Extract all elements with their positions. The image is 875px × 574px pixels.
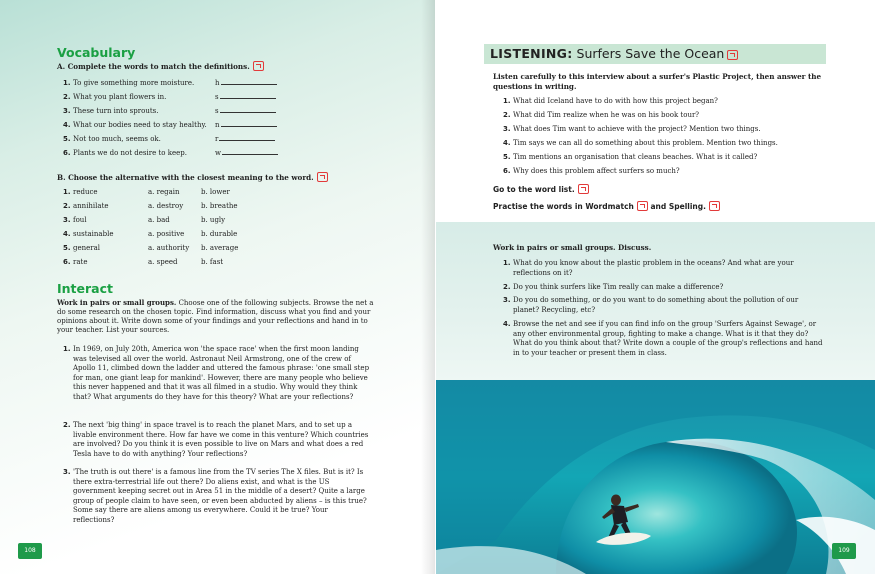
listening-title: Surfers Save the Ocean — [576, 46, 725, 61]
answer-field[interactable]: r — [215, 135, 275, 143]
task-b-text: B. Choose the alternative with the closest meaning to the word. — [57, 173, 314, 182]
alternative-item: 4. sustainable a. positive b. durable — [63, 230, 238, 238]
wordmatch-icon[interactable] — [637, 201, 648, 211]
answer-field[interactable]: w — [215, 149, 278, 157]
question-item: 2. What did Tim realize when he was on his book tour? — [503, 111, 700, 119]
definition-item: 3. These turn into sprouts. — [63, 107, 159, 115]
vocabulary-heading: Vocabulary — [57, 45, 136, 60]
interact-lead: Work in pairs or small groups. — [57, 298, 177, 307]
right-page — [436, 0, 875, 574]
alternative-item: 6. rate a. speed b. fast — [63, 258, 224, 266]
answer-field[interactable]: n — [215, 121, 277, 129]
answer-field[interactable]: s — [215, 93, 276, 101]
definition-item: 6. Plants we do not desire to keep. — [63, 149, 187, 157]
task-a-title — [57, 61, 264, 71]
interact-item: 2. The next 'big thing' in space travel is to reach the planet Mars, and to set up a livable environment there. How far have we come in this venture? Which countries are involved? Do you think it is even possible to live on Mars and what does a red Tesla have to do with anything? Your reflections? — [63, 421, 369, 458]
discuss-item: 1. What do you know about the plastic problem in the oceans? And what are your reflections on it? — [503, 259, 794, 277]
listening-header — [484, 44, 826, 64]
question-item: 5. Tim mentions an organisation that cleans beaches. What is it called? — [503, 153, 758, 161]
interact-intro — [57, 298, 377, 335]
listening-label: LISTENING: — [490, 46, 573, 61]
task-b-title — [57, 172, 328, 182]
definition-item: 2. What you plant flowers in. — [63, 93, 167, 101]
audio-link-icon[interactable] — [727, 50, 738, 60]
question-item: 6. Why does this problem affect surfers so much? — [503, 167, 680, 175]
spelling-link[interactable]: and Spelling. — [650, 202, 706, 211]
discuss-item: 3. Do you do something, or do you want to do something about the pollution of our planet? Recycling, etc? — [503, 296, 799, 314]
definition-item: 4. What our bodies need to stay healthy. — [63, 121, 207, 129]
word-list-line — [493, 184, 589, 194]
task-a-text: A. Complete the words to match the definitions. — [57, 62, 250, 71]
alternative-item: 3. foul a. bad b. ugly — [63, 216, 226, 224]
interact-item: 3. 'The truth is out there' is a famous line from the TV series The X files. But is it? Is there extra-terrestrial life out there? Do aliens exist, and what is the US government keeping secret out in Area 51 in the middle of a desert? Quite a large group of people claim to have seen, or even been abducted by aliens – is this true? Some say there are aliens among us everywhere. Could it be true? Your reflections? — [63, 468, 367, 524]
discuss-item: 2. Do you think surfers like Tim really can make a difference? — [503, 283, 724, 291]
link-icon[interactable] — [578, 184, 589, 194]
left-page — [0, 0, 435, 574]
link-icon[interactable] — [317, 172, 328, 182]
surfer-wave-photo — [436, 380, 875, 574]
discuss-item: 4. Browse the net and see if you can find info on the group 'Surfers Against Sewage', or any other environmental group, fighting to make a change. What is it that they do? What do you think about that? Write down a couple of the group's reflections and hand in to your teacher or present them in class. — [503, 320, 823, 357]
link-icon[interactable] — [253, 61, 264, 71]
definition-item: 5. Not too much, seems ok. — [63, 135, 161, 143]
alternative-item: 5. general a. authority b. average — [63, 244, 239, 252]
question-item: 1. What did Iceland have to do with how this project began? — [503, 97, 718, 105]
alternative-item: 2. annihilate a. destroy b. breathe — [63, 202, 238, 210]
question-item: 3. What does Tim want to achieve with the project? Mention two things. — [503, 125, 761, 133]
interact-heading: Interact — [57, 281, 113, 296]
page-number: 108 — [18, 543, 42, 559]
spelling-icon[interactable] — [709, 201, 720, 211]
answer-field[interactable]: s — [215, 107, 276, 115]
interact-item: 1. In 1969, on July 20th, America won 'the space race' when the first moon landing was televised all over the world. Astronaut Neil Armstrong, one of the crew of Apollo 11, climbed down the ladder and uttered the famous phrase: 'one small step for man, one giant leap for mankind'. However, there are many people who believe this never happened and that it was all filmed in a studio. Why would they think that? What arguments do they have for this theory? What are your reflections? — [63, 345, 370, 401]
wordmatch-link[interactable]: Practise the words in Wordmatch — [493, 202, 634, 211]
listen-intro: Listen carefully to this interview about a surfer's Plastic Project, then answer the questions in writing. — [493, 72, 822, 91]
word-list-link[interactable]: Go to the word list. — [493, 185, 575, 194]
discuss-title: Work in pairs or small groups. Discuss. — [493, 243, 652, 252]
question-item: 4. Tim says we can all do something about this problem. Mention two things. — [503, 139, 778, 147]
practise-line — [493, 201, 720, 211]
definition-item: 1. To give something more moisture. — [63, 79, 195, 87]
answer-field[interactable]: h — [215, 79, 277, 87]
alternative-item: 1. reduce a. regain b. lower — [63, 188, 230, 196]
interact-intro-text: Choose one of the following subjects. Browse the net a do some research on the chosen topic. Find information, discuss what you find and your opinions about it. Write down some of your findings and your reflections and hand in to your teacher. List your sources. — [57, 299, 374, 334]
page-number: 109 — [832, 543, 856, 559]
